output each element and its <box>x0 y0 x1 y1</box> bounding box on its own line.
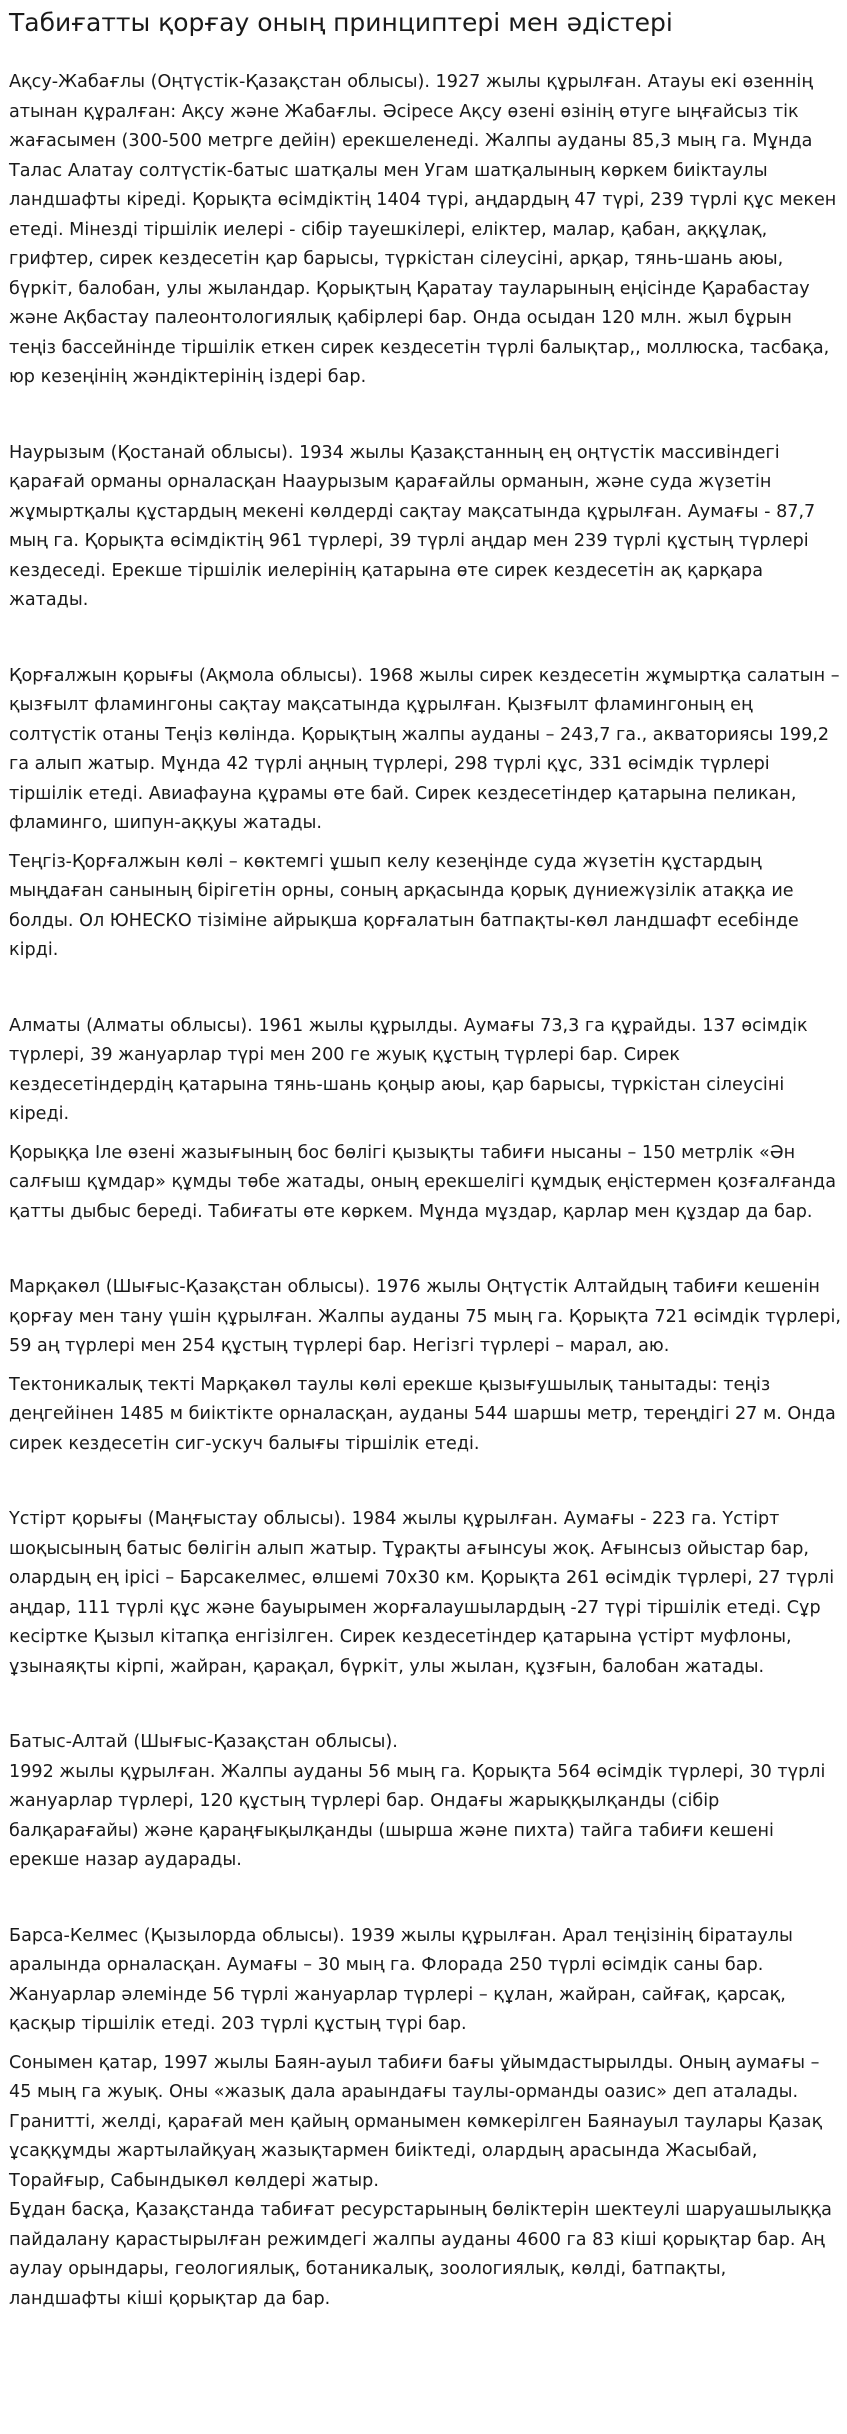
paragraph: Марқакөл (Шығыс-Қазақстан облысы). 1976 жылы Оңтүстік Алтайдың табиғи кешенін қорғау мен тану үшін құрылған. Жалпы ауданы 75 мың га. Қорықта 721 өсімдік түрлері, 59 аң түрлері мен 254 құстың түрлері бар. Негізгі түрлері – марал, аю. <box>9 1277 841 1356</box>
article <box>9 0 841 2314</box>
paragraph: Тектоникалық текті Марқакөл таулы көлі ерекше қызығушылық танытады: теңіз деңгейінен 1485 м биіктікте орналасқан, ауданы 544 шаршы метр, тереңдігі 27 м. Онда сирек кездесетін сиг-ускуч балығы тіршілік етеді. <box>9 1374 836 1454</box>
paragraph: Барса-Келмес (Қызылорда облысы). 1939 жылы құрылған. Арал теңізінің біратаулы аралында орналасқан. Аумағы – 30 мың га. Флорада 250 түрлі өсімдік саны бар. Жануарлар әлемінде 56 түрлі жануарлар түрлері – құлан, жайран, сайғақ, қарсақ, қасқыр тіршілік етеді. 203 түрлі құстың түрі бар. <box>9 1925 793 2034</box>
paragraph: Ақсу-Жабағлы (Оңтүстік-Қазақстан облысы). 1927 жылы құрылған. Атауы екі өзеннің атынан құралған: Ақсу және Жабағлы. Әсіресе Ақсу өзені өзінің өтуге ыңғайсыз тік жағасымен (300-500 метрге дейін) ерекшеленеді. Жалпы ауданы 85,3 мың га. Мұнда Талас Алатау солтүстік-батыс шатқалы мен Угам шатқалының көркем биіктаулы ландшафты кіреді. Қорықта өсімдіктің 1404 түрі, аңдардың 47 түрі, 239 түрлі құс мекен етеді. Мінезді тіршілік иелері - сібір тауешкілері, еліктер, малар, қабан, аққұлақ, грифтер, сирек кездесетін қар барысы, түркістан сілеусіні, арқар, тянь-шань аюы, бүркіт, балобан, улы жыландар. Қорықтың Қаратау тауларының еңісінде Қарабастау және Ақбастау палеонтологиялық қабірлері бар. Онда осыдан 120 млн. жыл бұрын теңіз бассейнінде тіршілік еткен сирек кездесетін түрлі балықтар,, моллюска, тасбақа, юр кезеңінің жәндіктерінің іздері бар. <box>9 72 837 387</box>
paragraph: Сонымен қатар, 1997 жылы Баян-ауыл табиғи бағы ұйымдастырылды. Оның аумағы – 45 мың га жуық. Оны «жазық дала араындағы таулы-орманды оазис» деп аталады. Гранитті, желді, қарағай мен қайың орманымен көмкерілген Баянауыл таулары Қазақ ұсаққұмды жартылайқуаң жазықтармен биіктеді, олардың арасында Жасыбай, Торайғыр, Сабындыкөл көлдері жатыр. Бұдан басқа, Қазақстанда табиғат ресурстарының бөліктерін шектеулі шаруашылыққа пайдалану қарастырылған режимдегі жалпы ауданы 4600 га 83 кіші қорықтар бар. Аң аулау орындары, геологиялық, ботаникалық, зоологиялық, көлді, батпақты, ландшафты кіші қорықтар да бар. <box>9 2052 832 2309</box>
paragraph: Алматы (Алматы облысы). 1961 жылы құрылды. Аумағы 73,3 га құрайды. 137 өсімдік түрлері, 39 жануарлар түрі мен 200 ге жуық құстың түрлері бар. Сирек кездесетіндердің қатарына тянь-шань қоңыр аюы, қар барысы, түркістан сілеусіні кіреді. <box>9 1015 808 1124</box>
section-barsa-kelmes <box>9 1922 841 2315</box>
section-ustirt <box>9 1505 841 1682</box>
paragraph: Теңгіз-Қорғалжын көлі – көктемгі ұшып келу кезеңінде суда жүзетін құстардың мыңдаған санының бірігетін орны, соның арқасында қорық дүниежүзілік атаққа ие болды. Ол ЮНЕСКО тізіміне айрықша қорғалатын батпақты-көл ландшафт есебінде кірді. <box>9 851 799 960</box>
paragraph: Наурызым (Қостанай облысы). 1934 жылы Қазақстанның ең оңтүстік массивіндегі қарағай орманы орналасқан Нааурызым қарағайлы орманын, және суда жүзетін жұмыртқалы құстардың мекені көлдерді сақтау мақсатында құрылған. Аумағы - 87,7 мың га. Қорықта өсімдіктің 961 түрлері, 39 түрлі аңдар мен 239 түрлі құстың түрлері кездеседі. Ерекше тіршілік иелерінің қатарына өте сирек кездесетін ақ қарқара жатады. <box>9 442 816 610</box>
paragraph: Үстірт қорығы (Маңғыстау облысы). 1984 жылы құрылған. Аумағы - 223 га. Үстірт шоқысының батыс бөлігін алып жатыр. Тұрақты ағынсуы жоқ. Ағынсыз ойыстар бар, олардың ең ірісі – Барсакелмес, өлшемі 70х30 км. Қорықта 261 өсімдік түрлері, 27 түрлі аңдар, 111 түрлі құс және бауырымен жорғалаушылардың -27 түрі тіршілік етеді. Сұр кесіртке Қызыл кітапқа енгізілген. Сирек кездесетіндер қатарына үстірт муфлоны, ұзынаяқты кірпі, жайран, қарақал, бүркіт, улы жылан, құзғын, балобан жатады. <box>9 1509 835 1677</box>
paragraph: Батыс-Алтай (Шығыс-Қазақстан облысы). 1992 жылы құрылған. Жалпы ауданы 56 мың га. Қорықта 564 өсімдік түрлері, 30 түрлі жануарлар түрлері, 120 құстың түрлері бар. Ондағы жарыққылқанды (сібір балқарағайы) және қараңғықылқанды (шырша және пихта) тайга табиғи кешені ерекше назар аударады. <box>9 1732 826 1870</box>
section-almaty <box>9 1012 841 1228</box>
paragraph: Қорғалжын қорығы (Ақмола облысы). 1968 жылы сирек кездесетін жұмыртқа салатын – қызғылт фламингоны сақтау мақсатында құрылған. Қызғылт фламингоның ең солтүстік отаны Теңіз көлінда. Қорықтың жалпы ауданы – 243,7 га., акваториясы 199,2 га алып жатыр. Мұнда 42 түрлі аңның түрлері, 298 түрлі құс, 331 өсімдік түрлері тіршілік етеді. Авиафауна құрамы өте бай. Сирек кездесетіндер қатарына пеликан, фламинго, шипун-аққуы жатады. <box>9 665 840 833</box>
section-aksu-zhabagly <box>9 68 841 393</box>
page-title: Табиғатты қорғау оның принциптері мен әдістері <box>9 8 673 37</box>
section-markakol <box>9 1273 841 1459</box>
paragraph: Қорыққа Іле өзені жазығының бос бөлігі қызықты табиғи нысаны – 150 метрлік «Ән салғыш құмдар» құмды төбе жатады, оның ерекшелігі құмдық еңістермен қозғалғанда қатты дыбыс береді. Табиғаты өте көркем. Мұнда мұздар, қарлар мен құздар да бар. <box>9 1142 836 1222</box>
section-batys-altai <box>9 1728 841 1876</box>
section-korgalzhyn <box>9 662 841 966</box>
section-nauryzym <box>9 439 841 616</box>
